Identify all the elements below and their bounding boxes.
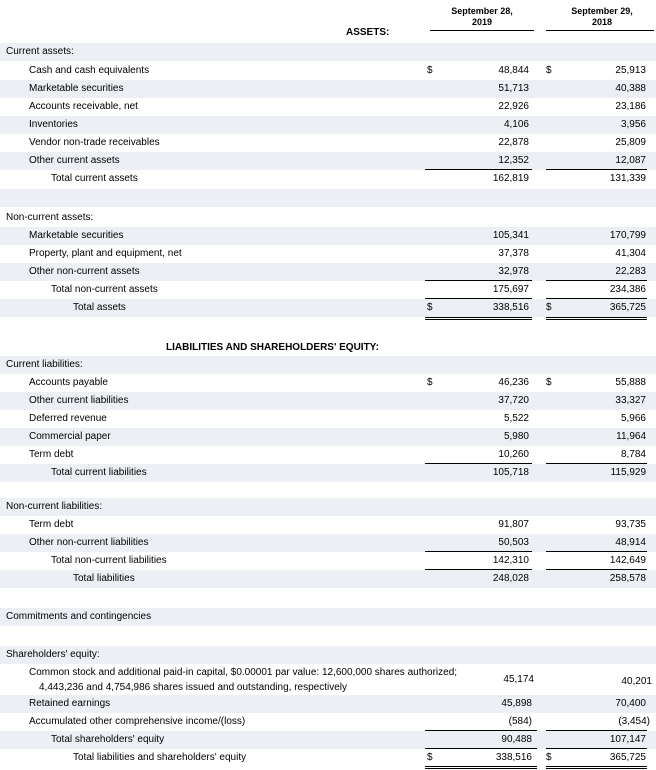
table-row	[0, 428, 656, 446]
currency-symbol: $	[427, 65, 433, 76]
row-label: Other non-current liabilities	[29, 537, 149, 548]
value-2019: 248,028	[492, 573, 529, 584]
total-row	[0, 281, 656, 299]
value-2019: 4,106	[503, 119, 529, 130]
value-2018: 11,964	[616, 431, 646, 442]
total-row	[0, 552, 656, 570]
table-row	[0, 534, 656, 552]
value-2019: 45,174	[503, 674, 534, 685]
value-2019: 175,697	[492, 284, 529, 295]
double-rule	[425, 319, 532, 320]
liabilities-header: LIABILITIES AND SHAREHOLDERS' EQUITY:	[166, 342, 379, 353]
row-label: Retained earnings	[29, 698, 111, 709]
row-label: Total non-current liabilities	[51, 555, 167, 566]
row-label: Other current assets	[29, 155, 120, 166]
row-label-line2: 4,443,236 and 4,754,986 shares issued and outstanding, respectively	[39, 682, 347, 693]
value-2018: 22,283	[615, 266, 646, 277]
total-row	[0, 749, 656, 767]
value-2018: 40,201	[621, 676, 652, 687]
row-label: Marketable securities	[29, 83, 124, 94]
column-header-rule-2018	[546, 30, 654, 31]
currency-symbol: $	[427, 377, 433, 388]
assets-header: ASSETS:	[346, 27, 390, 38]
double-rule	[546, 766, 647, 767]
column-header-rule-2019	[430, 30, 534, 31]
double-rule	[546, 317, 647, 318]
value-2019: 105,718	[492, 467, 529, 478]
table-row	[0, 263, 656, 281]
row-label: Term debt	[29, 519, 74, 530]
value-2018: 258,578	[609, 573, 646, 584]
column-header-2018-line2: 2018	[591, 17, 613, 27]
value-2019: 22,878	[498, 137, 529, 148]
double-rule	[546, 319, 647, 320]
value-2019: 45,898	[501, 698, 532, 709]
value-2019: 12,352	[498, 155, 529, 166]
value-2018: 131,339	[609, 173, 646, 184]
row-label: Vendor non-trade receivables	[29, 137, 160, 148]
section-row	[0, 209, 656, 227]
row-label: Total shareholders' equity	[51, 734, 165, 745]
value-2018: 365,725	[609, 752, 646, 763]
total-row	[0, 299, 656, 317]
value-2019: 48,844	[498, 65, 529, 76]
row-label: Other non-current assets	[29, 266, 140, 277]
total-row	[0, 464, 656, 482]
value-2019: 5,522	[503, 413, 529, 424]
value-2018: 3,956	[620, 119, 646, 130]
row-label: Total liabilities and shareholders' equity	[73, 752, 247, 763]
value-2018: 8,784	[620, 449, 646, 460]
value-2019: 37,720	[498, 395, 529, 406]
total-row	[0, 731, 656, 749]
value-2019: 105,341	[492, 230, 529, 241]
table-row	[0, 116, 656, 134]
row-label: Property, plant and equipment, net	[29, 248, 182, 259]
table-row	[0, 152, 656, 170]
row-label: Total liabilities	[73, 573, 135, 584]
row-label	[29, 665, 499, 695]
spacer-row	[0, 626, 656, 644]
value-2018: 40,388	[615, 83, 646, 94]
value-2019: 5,980	[503, 431, 529, 442]
table-row	[0, 62, 656, 80]
value-2019: 338,516	[495, 752, 532, 763]
value-2018: 107,147	[609, 734, 646, 745]
table-row	[0, 392, 656, 410]
value-2019: 51,713	[498, 83, 529, 94]
value-2019: 50,503	[498, 537, 529, 548]
table-row	[0, 713, 656, 731]
currency-symbol: $	[427, 302, 433, 313]
row-label: Non-current assets:	[6, 212, 94, 223]
row-label: Other current liabilities	[29, 395, 129, 406]
row-label: Shareholders' equity:	[6, 649, 100, 660]
currency-symbol: $	[427, 752, 433, 763]
double-rule	[425, 317, 532, 318]
value-2019: 10,260	[498, 449, 529, 460]
value-2019: 91,807	[498, 519, 529, 530]
currency-symbol: $	[546, 377, 552, 388]
section-row	[0, 608, 656, 626]
row-label: Non-current liabilities:	[6, 501, 103, 512]
currency-symbol: $	[546, 302, 552, 313]
total-row	[0, 570, 656, 588]
double-rule	[425, 768, 537, 769]
value-2019: 22,926	[498, 101, 529, 112]
table-row	[0, 227, 656, 245]
value-2018: 115,929	[610, 467, 646, 478]
value-2019: 338,516	[492, 302, 529, 313]
table-row	[0, 664, 656, 697]
row-label: Total assets	[73, 302, 126, 313]
table-row	[0, 134, 656, 152]
table-row	[0, 695, 656, 713]
row-label: Term debt	[29, 449, 74, 460]
row-label: Commitments and contingencies	[6, 611, 152, 622]
value-2018: 93,735	[615, 519, 646, 530]
value-2018: 12,087	[615, 155, 646, 166]
row-label: Total non-current assets	[51, 284, 158, 295]
table-row	[0, 80, 656, 98]
value-2018: 70,400	[615, 698, 646, 709]
row-label: Accounts payable	[29, 377, 108, 388]
row-label: Commercial paper	[29, 431, 111, 442]
column-header-2019-line2: 2019	[471, 17, 493, 27]
row-label: Total current assets	[51, 173, 138, 184]
table-row	[0, 410, 656, 428]
value-2018: (3,454)	[618, 716, 650, 727]
value-2019: (584)	[508, 716, 532, 727]
column-header-2018-line1: September 29,	[571, 6, 633, 16]
row-label: Current liabilities:	[6, 359, 83, 370]
row-label: Marketable securities	[29, 230, 124, 241]
value-2018: 142,649	[609, 555, 646, 566]
section-row	[0, 646, 656, 664]
value-2018: 23,186	[615, 101, 646, 112]
value-2019: 46,236	[498, 377, 529, 388]
value-2018: 234,386	[609, 284, 646, 295]
currency-symbol: $	[546, 65, 552, 76]
column-header-2018	[552, 6, 652, 28]
value-2019: 37,378	[498, 248, 529, 259]
value-2018: 170,799	[609, 230, 646, 241]
value-2018: 365,725	[609, 302, 646, 313]
value-2018: 25,913	[615, 65, 646, 76]
value-2018: 48,914	[615, 537, 646, 548]
currency-symbol: $	[546, 752, 552, 763]
value-2018: 25,809	[615, 137, 646, 148]
spacer-row	[0, 189, 656, 207]
spacer-row	[0, 588, 656, 606]
row-label: Total current liabilities	[51, 467, 147, 478]
value-2018: 33,327	[615, 395, 646, 406]
section-row	[0, 498, 656, 516]
double-rule	[425, 766, 537, 767]
total-row	[0, 170, 656, 188]
row-label-line1: Common stock and additional paid-in capital, $0.00001 par value: 12,600,000 shares authorized;	[29, 667, 458, 678]
column-header-2019-line1: September 28,	[451, 6, 513, 16]
row-label: Inventories	[29, 119, 78, 130]
row-label: Current assets:	[6, 46, 74, 57]
value-2019: 142,310	[492, 555, 529, 566]
table-row	[0, 245, 656, 263]
section-row	[0, 356, 656, 374]
value-2018: 55,888	[615, 377, 646, 388]
value-2018: 5,966	[620, 413, 646, 424]
value-2019: 90,488	[501, 734, 532, 745]
table-row	[0, 516, 656, 534]
row-label: Deferred revenue	[29, 413, 107, 424]
table-row	[0, 374, 656, 392]
table-row	[0, 446, 656, 464]
table-row	[0, 98, 656, 116]
row-label: Accumulated other comprehensive income/(loss)	[29, 716, 246, 727]
value-2019: 162,819	[492, 173, 529, 184]
value-2018: 41,304	[615, 248, 646, 259]
row-label: Cash and cash equivalents	[29, 65, 150, 76]
value-2019: 32,978	[498, 266, 529, 277]
double-rule	[546, 768, 647, 769]
column-header-2019	[432, 6, 532, 28]
row-label: Accounts receivable, net	[29, 101, 138, 112]
section-row	[0, 43, 656, 61]
